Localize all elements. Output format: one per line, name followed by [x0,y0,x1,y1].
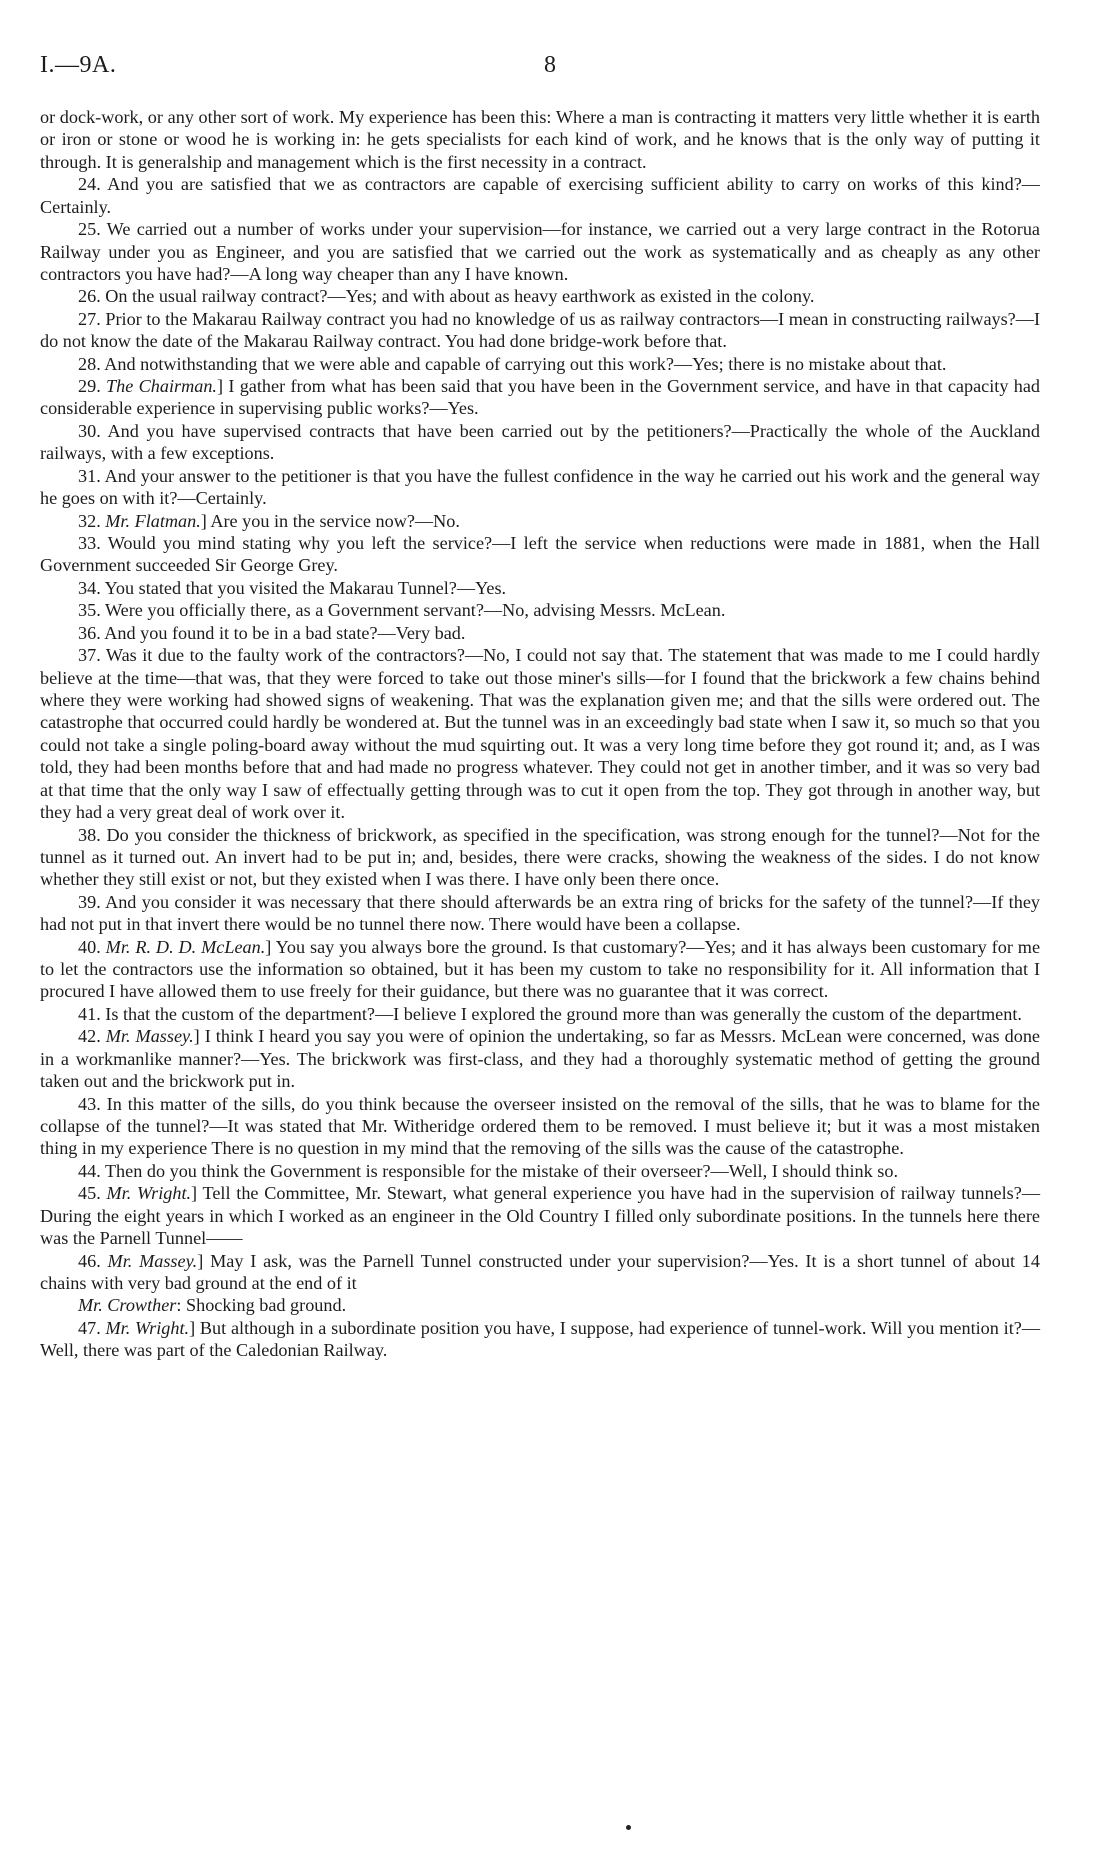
paragraph-text: I gather from what has been said that you have been in the Government service, and have in that capacity had considerable experience in supervising public works?—Yes. [40,376,1040,419]
paragraph [40,1317,1040,1362]
page-number: 8 [544,52,556,78]
paragraph-text: 44. Then do you think the Government is responsible for the mistake of their overseer?—Well, I should think so. [78,1160,899,1181]
paragraph [40,1160,1040,1182]
paragraph [40,1003,1040,1025]
paragraph-text: You say you always bore the ground. Is that customary?—Yes; and it has always been customary for me to let the contractors use the information so obtained, but it has been my custom to take no responsibility for it. All information that I procured I have allowed them to use freely for their guidance, but there was no guarantee that it was correct. [40,936,1041,1002]
paragraph-text: But although in a subordinate position you have, I suppose, had experience of tunnel-work. Will you mention it?—Well, there was part of the Caledonian Railway. [40,1317,1041,1361]
paragraph [40,1182,1040,1249]
paragraph [40,1025,1040,1092]
paragraph-text: I think I heard you say you were of opinion the undertaking, so far as Messrs. McLean were concerned, was done in a workmanlike manner?—Yes. The brickwork was first-class, and they had a thoroughly systematic method of getting the ground taken out and the brickwork put in. [40,1026,1040,1092]
document-body [40,106,1040,1362]
paragraph-text: 37. Was it due to the faulty work of the contractors?—No, I could not say that. The statement that was made to me I could hardly believe at the time—that was, that they were forced to take out those miner's sills—for I found that the brickwork a few chains behind where they were working had showed signs of weakening. That was the explanation given me; and that the sills were ordered out. The catastrophe that occurred could hardly be wondered at. But the tunnel was in an exceedingly bad state when I saw it, so much so that you could not take a single poling-board away without the mud squirting out. It was a very long time before they got round it; and, as I was told, they had been months before that and had made no progress whatever. They could not get in another timber, and it was so very bad at that time that the only way I saw of effectually getting through was to cut it open from the top. They got through in another way, but they had a very great deal of work over it. [40,645,1040,823]
paragraph [40,532,1040,577]
paragraph-text: 30. And you have supervised contracts that have been carried out by the petitioners?—Practically the whole of the Auckland railways, with a few exceptions. [40,420,1040,464]
paragraph-text: 24. And you are satisfied that we as contractors are capable of exercising sufficient ability to carry on works of this kind?—Certainly. [40,174,1040,217]
paragraph-text: 33. Would you mind stating why you left the service?—I left the service when reductions were made in 1881, when the Hall Government succeeded Sir George Grey. [40,533,1040,576]
paragraph-text: Tell the Committee, Mr. Stewart, what general experience you have had in the supervision of railway tunnels?—During the eight years in which I worked as an engineer in the Old Country I filled only subordinate positions. In the tunnels here there was the Parnell Tunnel—— [40,1183,1041,1249]
paragraph-text: May I ask, was the Parnell Tunnel constructed under your supervision?—Yes. It is a short tunnel of about 14 chains with very bad ground at the end of it [40,1250,1040,1293]
paragraph-text: 31. And your answer to the petitioner is that you have the fullest confidence in the way he carried out his work and the general way he goes on with it?—Certainly. [40,465,1040,509]
paragraph [40,1250,1040,1295]
paragraph [40,510,1040,532]
paragraph [40,285,1040,307]
paragraph [40,218,1040,285]
speaker-label: 29. The Chairman.] [78,376,224,397]
paragraph [40,599,1040,621]
paragraph [40,1294,1040,1316]
paragraph [40,936,1040,1003]
paragraph [40,465,1040,510]
paragraph-text: 28. And notwithstanding that we were able and capable of carrying out this work?—Yes; there is no mistake about that. [78,353,947,374]
paragraph-text: or dock-work, or any other sort of work. My experience has been this: Where a man is contracting it matters very little whether it is earth or iron or stone or wood he is working in: he gets specialists for each kind of work, and he knows that is the only way of putting it through. It is generalship and management which is the first necessity in a contract. [40,107,1040,172]
paragraph-text: Are you in the service now?—No. [206,510,460,531]
paragraph-text: 41. Is that the custom of the department?—I believe I explored the ground more than was generally the custom of the department. [78,1003,1022,1024]
paragraph [40,173,1040,218]
speaker-label: 32. Mr. Flatman.] [78,510,207,531]
paragraph [40,106,1040,173]
paragraph-text: Shocking bad ground. [181,1295,347,1316]
paragraph [40,824,1040,891]
speaker-label: 42. Mr. Massey.] [78,1026,200,1047]
paragraph-text: 26. On the usual railway contract?—Yes; and with about as heavy earthwork as existed in the colony. [78,286,815,307]
paragraph [40,308,1040,353]
paragraph-text: 43. In this matter of the sills, do you think because the overseer insisted on the removal of the sills, that he was to blame for the collapse of the tunnel?—It was stated that Mr. Witheridge ordered them to be removed. I must believe it; but it was a most mistaken thing in my experience There is no question in my mind that the removing of the sills was the cause of the catastrophe. [40,1093,1040,1159]
speaker-label: 47. Mr. Wright.] [78,1317,196,1338]
paragraph [40,375,1040,420]
paragraph-text: 27. Prior to the Makarau Railway contract you had no knowledge of us as railway contractors—I mean in constructing railways?—I do not know the date of the Makarau Railway contract. You had done bridge-work before that. [40,308,1040,352]
paragraph [40,353,1040,375]
speaker-label: 40. Mr. R. D. D. McLean.] [78,936,272,957]
paragraph-text: 25. We carried out a number of works under your supervision—for instance, we carried out a very large contract in the Rotorua Railway under you as Engineer, and you are satisfied that we carried out the work as systematically and as cheaply as any other contractors you have had?—A long way cheaper than any I have known. [40,219,1040,284]
paragraph [40,1093,1040,1160]
speaker-label: 45. Mr. Wright.] [78,1183,198,1204]
paragraph [40,622,1040,644]
ink-dot-mark [626,1825,631,1830]
paragraph-text: 39. And you consider it was necessary that there should afterwards be an extra ring of bricks for the safety of the tunnel?—If they had not put in that invert there would be no tunnel there now. There would have been a collapse. [40,891,1040,935]
speaker-label: Mr. Crowther: [78,1295,182,1316]
paragraph [40,420,1040,465]
paragraph-text: 34. You stated that you visited the Makarau Tunnel?—Yes. [78,577,507,598]
paragraph [40,577,1040,599]
paragraph-text: 36. And you found it to be in a bad state?—Very bad. [78,622,466,643]
paragraph [40,891,1040,936]
section-reference: I.—9A. [40,52,117,78]
paragraph [40,644,1040,823]
paragraph-text: 35. Were you officially there, as a Government servant?—No, advising Messrs. McLean. [78,600,726,621]
paragraph-text: 38. Do you consider the thickness of brickwork, as specified in the specification, was strong enough for the tunnel?—Not for the tunnel as it turned out. An invert had to be put in; and, besides, there were cracks, showing the weakness of the sides. I do not know whether they still exist or not, but they existed when I was there. I have only been there once. [40,824,1040,890]
speaker-label: 46. Mr. Massey.] [78,1250,204,1271]
